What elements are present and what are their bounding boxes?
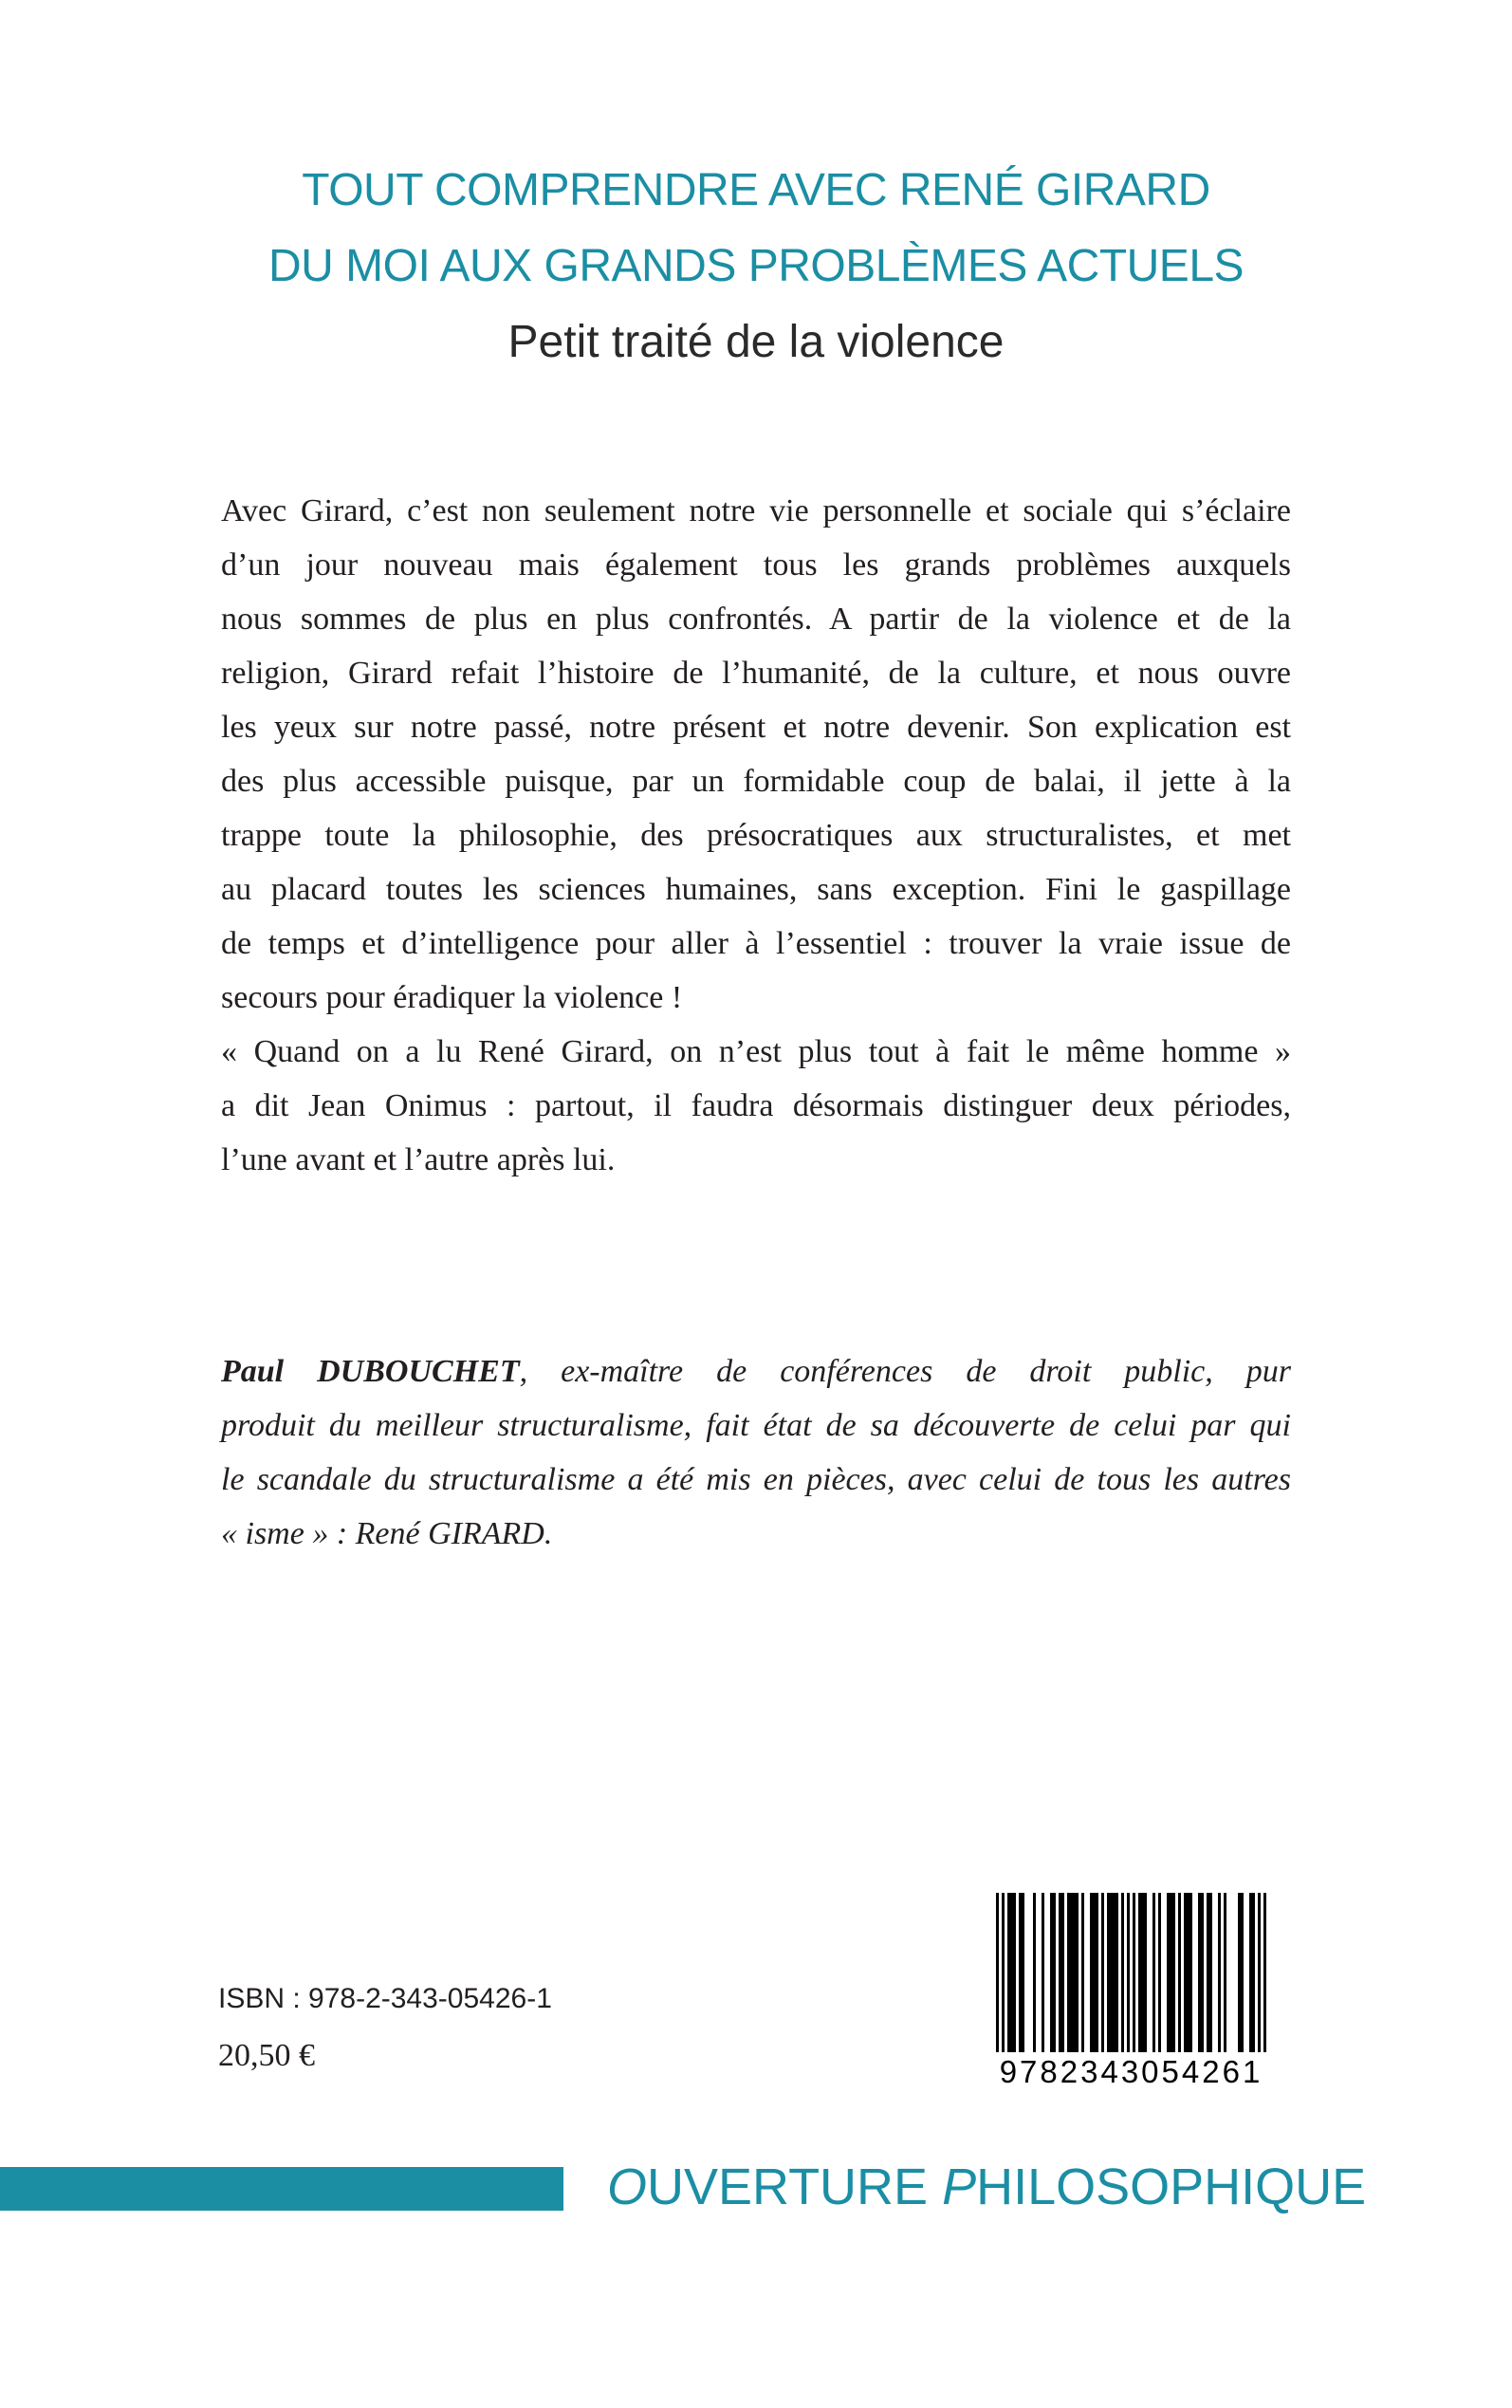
author-bio-line: produit du meilleur structuralisme, fait état de sa découverte de celui par qui <box>221 1408 1291 1443</box>
blurb-line: secours pour éradiquer la violence ! <box>221 980 683 1015</box>
blurb-line: de temps et d’intelligence pour aller à l’essentiel : trouver la vraie issue de <box>221 926 1291 961</box>
barcode-bar <box>1116 1893 1118 2052</box>
barcode-bar <box>1022 1893 1024 2052</box>
barcode-bar <box>1081 1893 1084 2052</box>
barcode-bar <box>1224 1893 1226 2052</box>
barcode-bar <box>1076 1893 1079 2052</box>
barcode-bar <box>1090 1893 1093 2052</box>
barcode-bar <box>1252 1893 1255 2052</box>
barcode-bars <box>968 1893 1295 2056</box>
barcode-bar <box>996 1893 999 2052</box>
subtitle: Petit traité de la violence <box>507 317 1005 367</box>
blurb-line: l’une avant et l’autre après lui. <box>221 1142 616 1177</box>
author-bio-line: le scandale du structuralisme a été mis en pièces, avec celui de tous les autres <box>221 1462 1291 1497</box>
barcode-digits: 9782343054261 <box>999 2054 1263 2089</box>
series-name <box>607 2158 1367 2215</box>
blurb-line: d’un jour nouveau mais également tous les grands problèmes auxquels <box>221 547 1291 583</box>
barcode-bar <box>1172 1893 1175 2052</box>
barcode-bar <box>1059 1893 1061 2052</box>
author-bio-text: , ex-maître de conférences de droit public, pur <box>519 1354 1291 1389</box>
barcode-bar <box>1241 1893 1244 2052</box>
barcode-bar <box>1201 1893 1204 2052</box>
barcode-bar <box>1218 1893 1221 2052</box>
barcode-bar <box>1061 1893 1064 2052</box>
barcode-bar <box>1178 1893 1181 2052</box>
barcode-bar <box>1121 1893 1124 2052</box>
barcode-bar <box>1013 1893 1016 2052</box>
barcode-bar <box>1187 1893 1189 2052</box>
barcode-bar <box>1184 1893 1187 2052</box>
barcode-bar <box>1152 1893 1155 2052</box>
barcode-bar <box>1133 1893 1135 2052</box>
blurb-line: des plus accessible puisque, par un formidable coup de balai, il jette à la <box>221 764 1291 799</box>
author-bio-line: « isme » : René GIRARD. <box>221 1516 553 1551</box>
isbn-text: ISBN : 978-2-343-05426-1 <box>218 1983 552 2014</box>
barcode-bar <box>1007 1893 1010 2052</box>
series-word-1: UVERTURE <box>647 2158 943 2215</box>
barcode-bar <box>1144 1893 1147 2052</box>
barcode-bar <box>1209 1893 1212 2052</box>
barcode-bar <box>1167 1893 1170 2052</box>
series-initial-o: O <box>607 2158 648 2215</box>
barcode-bar <box>1238 1893 1241 2052</box>
barcode-bar <box>1127 1893 1130 2052</box>
barcode-bar <box>1096 1893 1098 2052</box>
blurb-line: au placard toutes les sciences humaines, sans exception. Fini le gaspillage <box>221 872 1291 907</box>
barcode-bar <box>1042 1893 1044 2052</box>
barcode-bar <box>1050 1893 1053 2052</box>
barcode-bar <box>1107 1893 1110 2052</box>
barcode-bar <box>1002 1893 1005 2052</box>
price-text: 20,50 € <box>218 2038 315 2073</box>
blurb-line: religion, Girard refait l’histoire de l’humanité, de la culture, et nous ouvre <box>221 656 1291 691</box>
barcode-bar <box>1207 1893 1209 2052</box>
barcode-bar <box>1138 1893 1141 2052</box>
barcode-bar <box>1263 1893 1266 2052</box>
blurb-line: Avec Girard, c’est non seulement notre vie personnelle et sociale qui s’éclaire <box>221 493 1291 528</box>
barcode-bar <box>1110 1893 1113 2052</box>
barcode-bar <box>1053 1893 1056 2052</box>
author-bio-line <box>221 1356 1291 1388</box>
blurb-line: trappe toute la philosophie, des présocratiques aux structuralistes, et met <box>221 818 1291 853</box>
barcode-bar <box>1249 1893 1252 2052</box>
barcode-bar <box>1198 1893 1201 2052</box>
barcode-bar <box>1073 1893 1076 2052</box>
author-name: Paul DUBOUCHET <box>221 1354 520 1389</box>
barcode-bar <box>1010 1893 1013 2052</box>
barcode-bar <box>1258 1893 1261 2052</box>
barcode-bar <box>1170 1893 1172 2052</box>
barcode-bar <box>1141 1893 1144 2052</box>
barcode-bar <box>1101 1893 1104 2052</box>
series-word-2: HILOSOPHIQUE <box>976 2158 1367 2215</box>
title-line-2: DU MOI AUX GRANDS PROBLÈMES ACTUELS <box>267 241 1245 291</box>
barcode-bar <box>1070 1893 1073 2052</box>
barcode <box>968 1893 1295 2092</box>
series-initial-p: P <box>942 2158 977 2215</box>
blurb-line: « Quand on a lu René Girard, on n’est plus tout à fait le même homme » <box>221 1034 1291 1069</box>
blurb-line: les yeux sur notre passé, notre présent et notre devenir. Son explication est <box>221 710 1291 745</box>
barcode-bar <box>1033 1893 1036 2052</box>
barcode-bar <box>1067 1893 1070 2052</box>
title-line-1: TOUT COMPRENDRE AVEC RENÉ GIRARD <box>302 165 1210 215</box>
barcode-bar <box>1189 1893 1192 2052</box>
barcode-bar <box>1019 1893 1022 2052</box>
blurb-line: a dit Jean Onimus : partout, il faudra désormais distinguer deux périodes, <box>221 1088 1291 1123</box>
barcode-bar <box>1093 1893 1096 2052</box>
blurb-line: nous sommes de plus en plus confrontés. A partir de la violence et de la <box>221 602 1291 637</box>
barcode-bar <box>1113 1893 1116 2052</box>
series-accent-bar <box>0 2167 563 2211</box>
barcode-bar <box>1158 1893 1161 2052</box>
